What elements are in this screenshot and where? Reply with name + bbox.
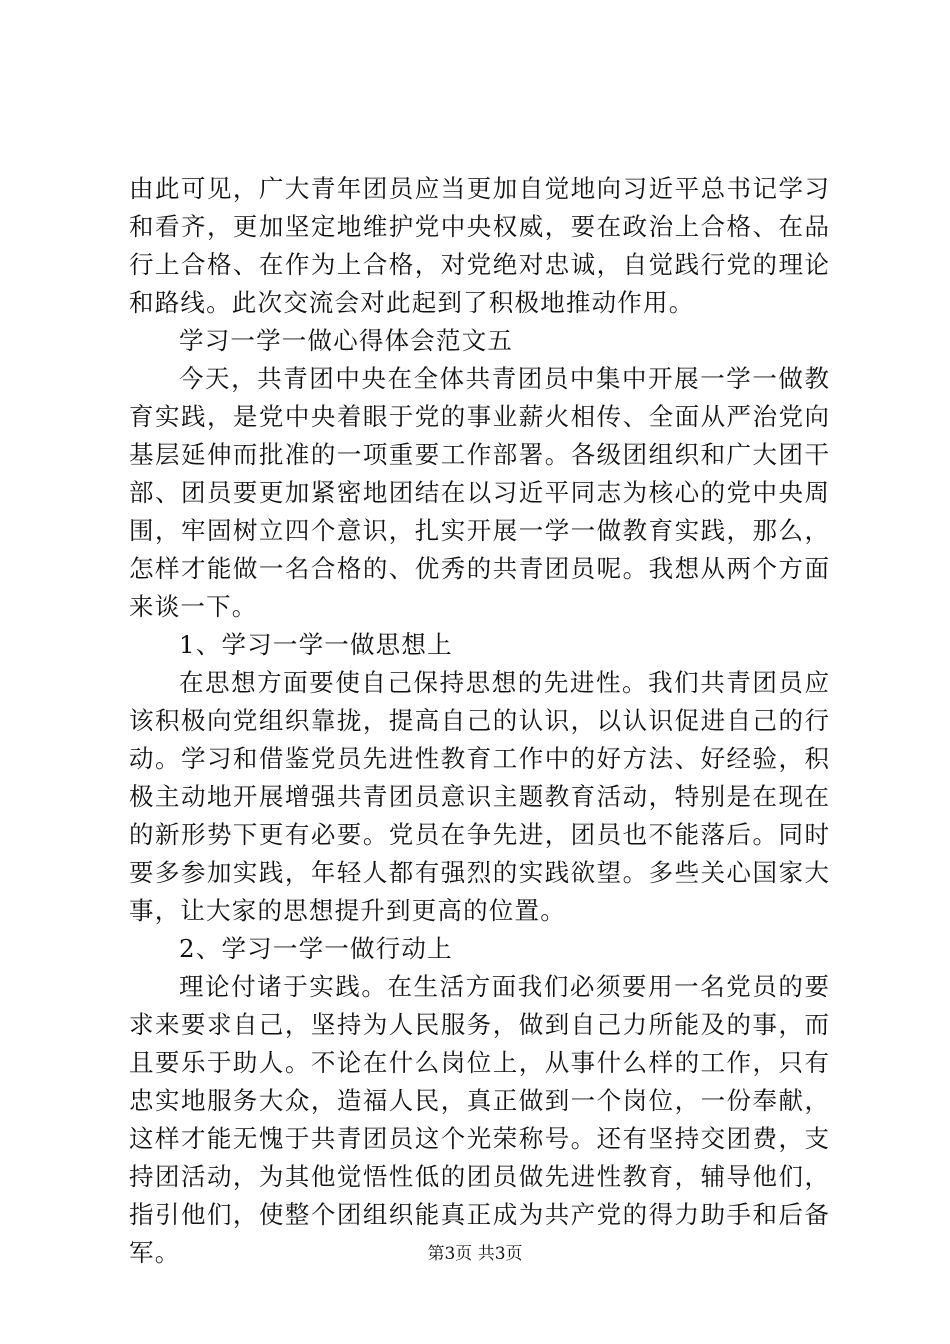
paragraph-line: 军。 <box>129 1238 181 1267</box>
paragraph-line: 育实践，是党中央着眼于党的事业薪火相传、全面从严治党向 <box>129 402 829 431</box>
paragraph-line: 持团活动，为其他觉悟性低的团员做先进性教育，辅导他们， <box>129 1162 829 1191</box>
paragraph-line: 且要乐于助人。不论在什么岗位上，从事什么样的工作，只有 <box>129 1048 829 1077</box>
paragraph-line: 在思想方面要使自己保持思想的先进性。我们共青团员应 <box>179 668 829 697</box>
paragraph-line: 事，让大家的思想提升到更高的位置。 <box>129 896 566 925</box>
paragraph-line: 忠实地服务大众，造福人民，真正做到一个岗位，一份奉献， <box>129 1086 829 1115</box>
paragraph-line: 求来要求自己，坚持为人民服务，做到自己力所能及的事，而 <box>129 1010 829 1039</box>
paragraph-line: 围，牢固树立四个意识，扎实开展一学一做教育实践，那么， <box>129 516 829 545</box>
paragraph-line: 部、团员要更加紧密地团结在以习近平同志为核心的党中央周 <box>129 478 829 507</box>
paragraph-line: 今天，共青团中央在全体共青团员中集中开展一学一做教 <box>179 364 829 393</box>
paragraph-line: 动。学习和借鉴党员先进性教育工作中的好方法、好经验，积 <box>129 744 829 773</box>
paragraph-line: 该积极向党组织靠拢，提高自己的认识，以认识促进自己的行 <box>129 706 829 735</box>
paragraph-line: 指引他们，使整个团组织能真正成为共产党的得力助手和后备 <box>129 1200 829 1229</box>
page-number-footer: 第3页 共3页 <box>427 1244 523 1264</box>
paragraph-line: 来谈一下。 <box>129 592 258 621</box>
paragraph-line: 由此可见，广大青年团员应当更加自觉地向习近平总书记学习 <box>129 174 829 203</box>
paragraph-line: 怎样才能做一名合格的、优秀的共青团员呢。我想从两个方面 <box>129 554 829 583</box>
paragraph-line: 理论付诸于实践。在生活方面我们必须要用一名党员的要 <box>179 972 829 1001</box>
section-heading: 2、学习一学一做行动上 <box>179 934 453 963</box>
paragraph-line: 极主动地开展增强共青团员意识主题教育活动，特别是在现在 <box>129 782 829 811</box>
paragraph-line: 和看齐，更加坚定地维护党中央权威，要在政治上合格、在品 <box>129 212 829 241</box>
section-heading: 学习一学一做心得体会范文五 <box>179 326 514 355</box>
paragraph-line: 行上合格、在作为上合格，对党绝对忠诚，自觉践行党的理论 <box>129 250 829 279</box>
paragraph-line: 这样才能无愧于共青团员这个光荣称号。还有坚持交团费，支 <box>129 1124 829 1153</box>
paragraph-line: 基层延伸而批准的一项重要工作部署。各级团组织和广大团干 <box>129 440 829 469</box>
paragraph-line: 的新形势下更有必要。党员在争先进，团员也不能落后。同时 <box>129 820 829 849</box>
paragraph-line: 要多参加实践，年轻人都有强烈的实践欲望。多些关心国家大 <box>129 858 829 887</box>
paragraph-line: 和路线。此次交流会对此起到了积极地推动作用。 <box>129 288 695 317</box>
section-heading: 1、学习一学一做思想上 <box>179 630 453 659</box>
